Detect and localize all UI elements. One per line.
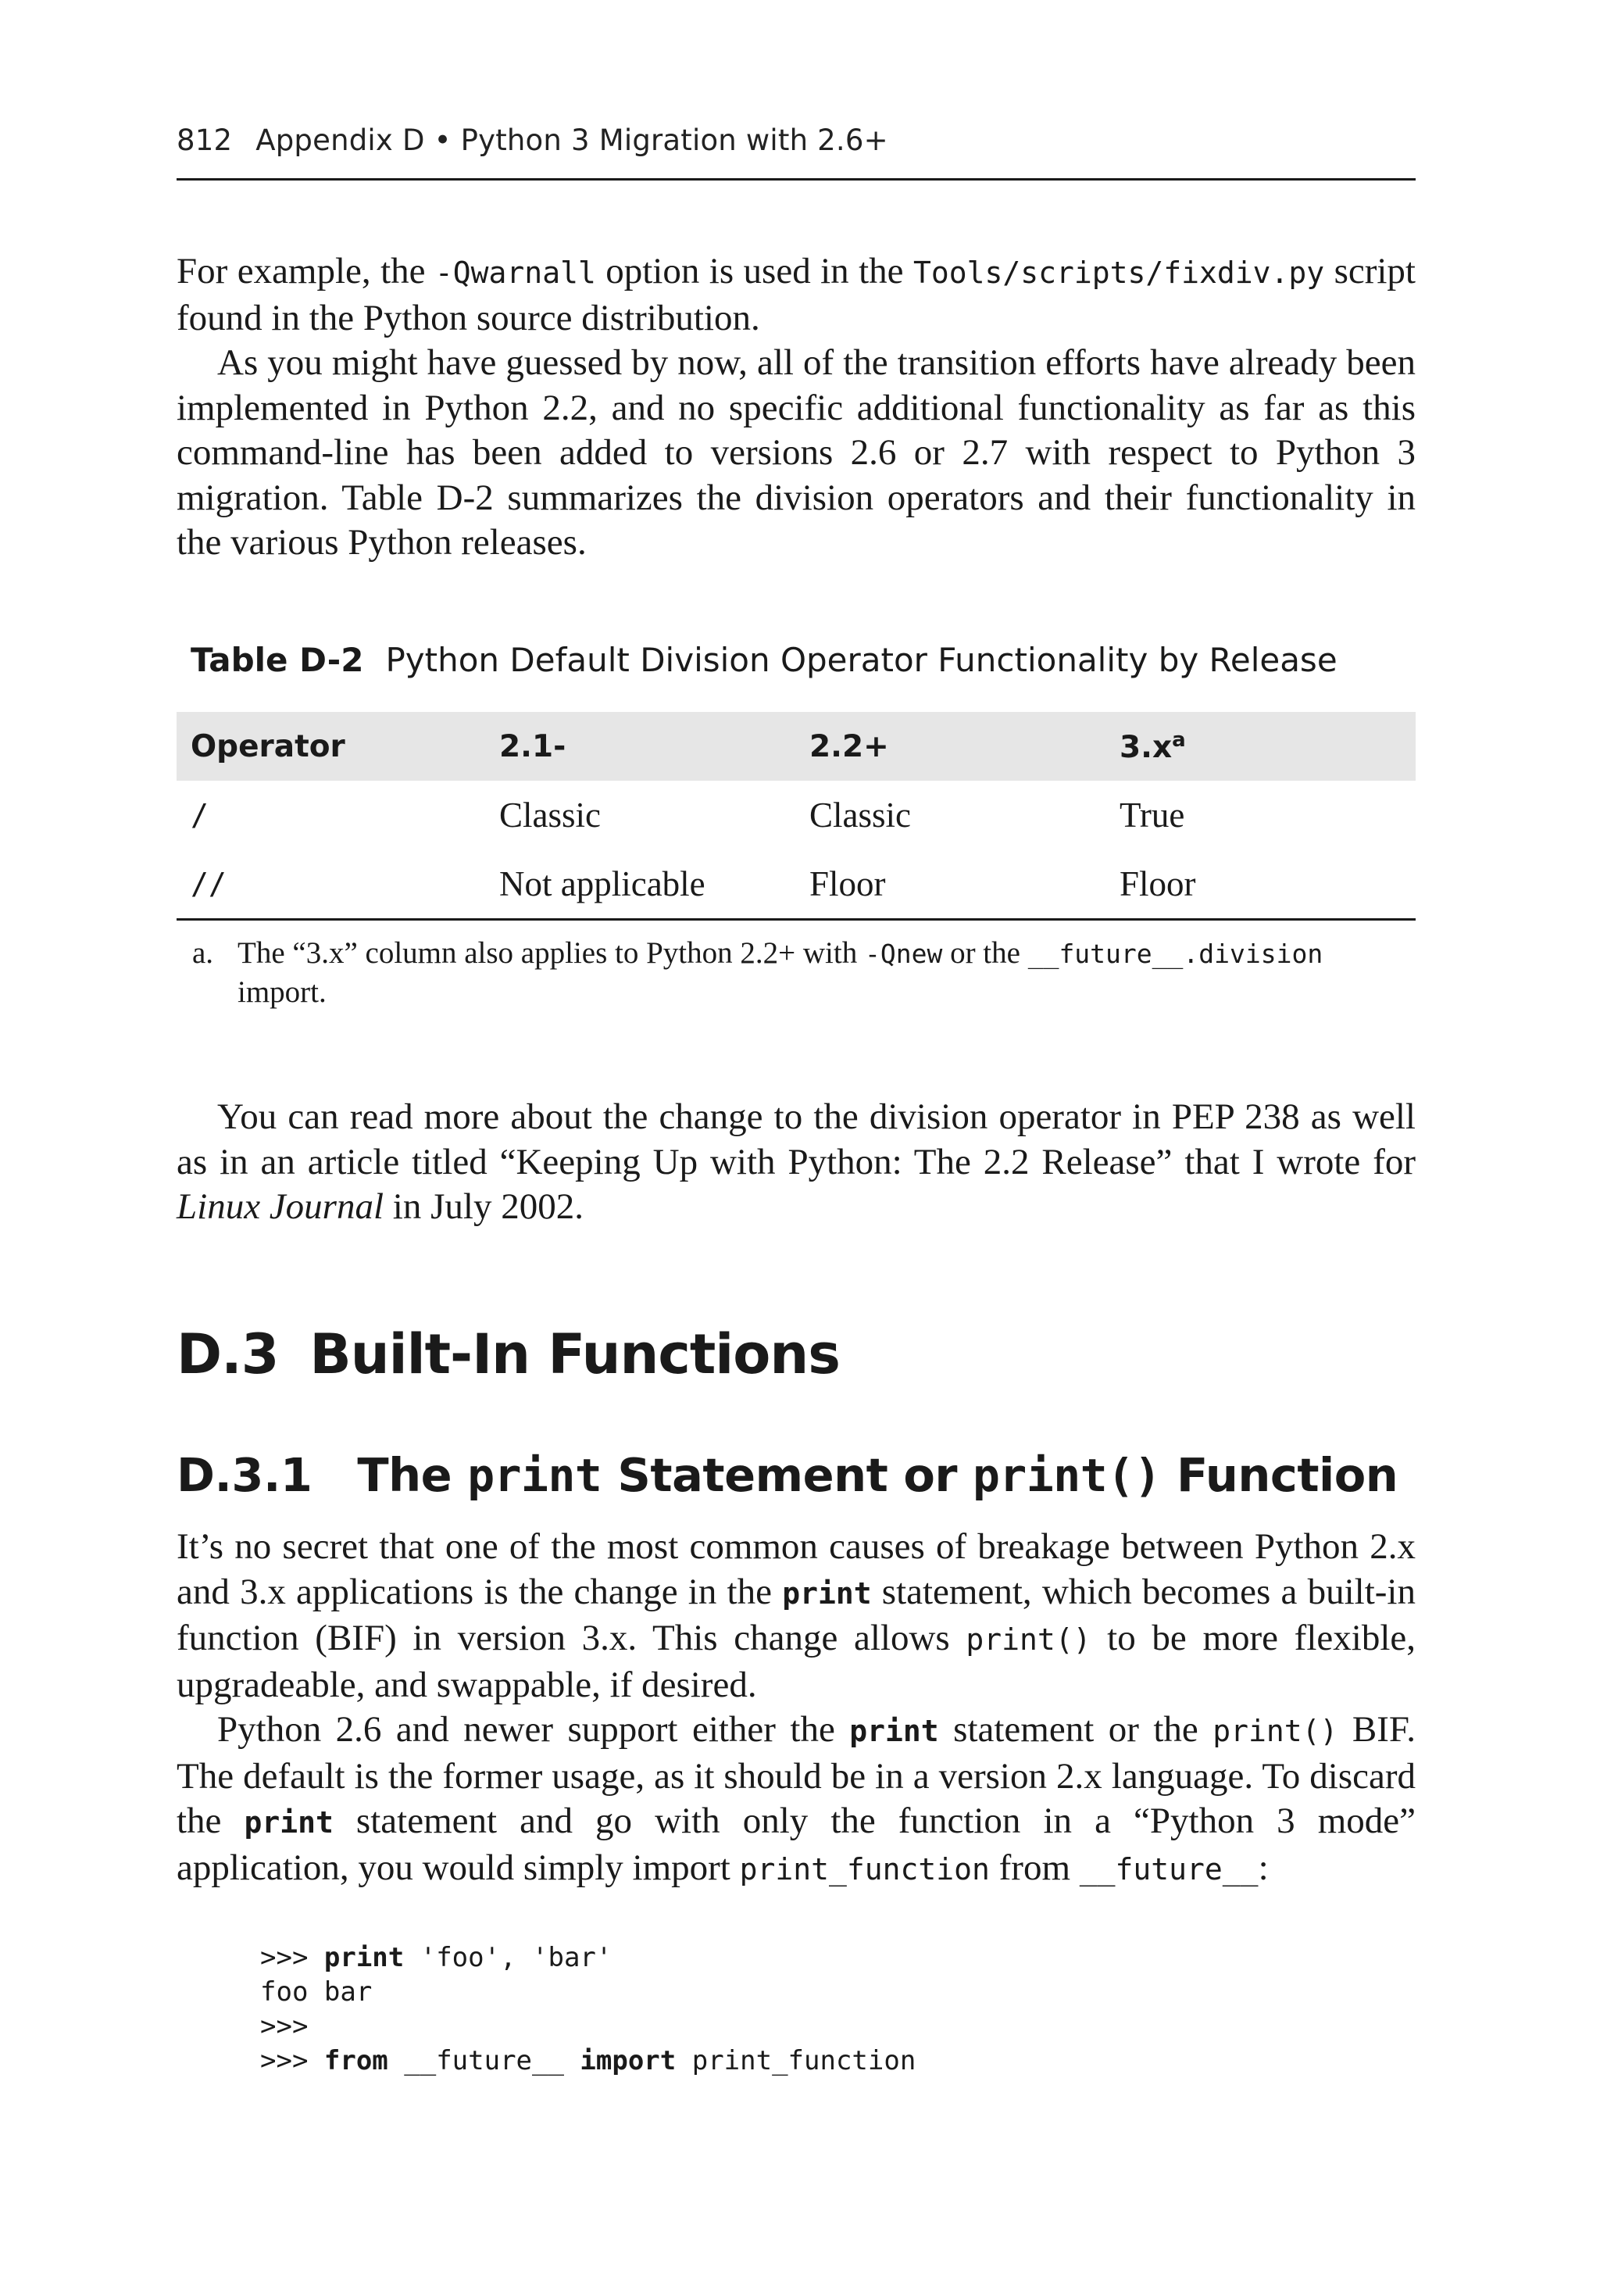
inline-code: print: [244, 1805, 334, 1840]
print-paragraph-2: [177, 1708, 1416, 1892]
code-sample: [260, 1940, 916, 2078]
text-run: in July 2002.: [384, 1186, 584, 1227]
section-number: D.3: [177, 1322, 279, 1386]
table-caption: [191, 641, 1338, 679]
table-cell: True: [1120, 796, 1185, 835]
table-header-row: [177, 712, 1416, 781]
text-run: statement or the: [938, 1709, 1213, 1750]
text-run: The “3.x” column also applies to Python 2.2+ with: [238, 936, 865, 970]
text-run: statement, which becomes a built-in function (BIF) in version 3.x. This change allows: [177, 1571, 1416, 1658]
code-prompt: >>>: [260, 2045, 324, 2076]
section-title: Built-In Functions: [309, 1322, 840, 1386]
text-run: BIF. The default is the former usage, as it should be in a version 2.x language. To discard the: [177, 1709, 1416, 1841]
text-run: The: [357, 1448, 468, 1502]
print-section-text: [177, 1525, 1416, 1892]
intro-paragraph-2: As you might have guessed by now, all of the transition efforts have already been implemented in Python 2.2, and no specific additional functionality as far as this command-line has been added to versions 2.6 or 2.7 with respect to Python 3 migration. Table D-2 summarizes the division operators and their functionality in the various Python releases.: [177, 342, 1416, 563]
text-run: Statement or: [602, 1448, 973, 1502]
code-keyword: from: [323, 2045, 388, 2076]
table-cell: Not applicable: [485, 849, 795, 920]
inline-code: print(): [973, 1449, 1161, 1502]
intro-paragraph-1: [177, 249, 1416, 341]
subsection-heading: [177, 1448, 1398, 1502]
pep-paragraph: [177, 1095, 1416, 1230]
text-run: import.: [238, 975, 327, 1009]
inline-code: -Qnew: [864, 939, 943, 969]
code-text: print_function: [676, 2045, 916, 2076]
table-cell: Floor: [1105, 849, 1416, 920]
table-cell: Classic: [499, 796, 601, 835]
after-table-text: [177, 1095, 1416, 1230]
table-header-cell: 2.1-: [485, 712, 795, 781]
table-header-cell: [1105, 712, 1416, 781]
text-run: It’s no secret that one of the most common causes of breakage between Python 2.x and 3.x applications is the change in the: [177, 1526, 1416, 1612]
inline-code: print(): [966, 1622, 1091, 1657]
header-rule: [177, 178, 1416, 181]
inline-code: print: [849, 1714, 939, 1748]
inline-code: print: [782, 1575, 872, 1611]
division-operator-table: [177, 712, 1416, 921]
code-line: [260, 2045, 916, 2076]
text-run: script found in the Python source distribution.: [177, 251, 1416, 338]
code-line: >>>: [260, 2011, 309, 2042]
inline-code: -Qwarnall: [434, 256, 596, 290]
text-run: Function: [1160, 1448, 1398, 1502]
subsection-number: D.3.1: [177, 1448, 312, 1502]
table-cell: /: [191, 798, 209, 832]
table-footnote: [192, 934, 1411, 1011]
text-run: option is used in the: [595, 251, 913, 291]
inline-code: Tools/scripts/fixdiv.py: [912, 256, 1325, 290]
footnote-marker: a: [1172, 728, 1186, 752]
emphasis: Linux Journal: [177, 1186, 384, 1227]
table-row: [177, 781, 1416, 849]
code-prompt: >>>: [260, 1942, 324, 1973]
footnote-marker: a.: [192, 936, 214, 970]
page-number: 812: [177, 123, 233, 157]
section-heading: [177, 1322, 840, 1386]
code-line: foo bar: [260, 1976, 373, 2008]
text-run: to be more flexible, upgradeable, and swappable, if desired.: [177, 1618, 1416, 1705]
text-run: or the: [942, 936, 1028, 970]
code-line: [260, 1942, 612, 1973]
running-header: [177, 123, 888, 157]
inline-code: __future__: [1079, 1851, 1259, 1887]
text-run: You can read more about the change to the division operator in PEP 238 as well as in an article titled “Keeping Up with Python: The 2.2 Release” that I wrote for: [177, 1096, 1416, 1182]
table-header-cell: Operator: [177, 712, 485, 781]
code-keyword: print: [323, 1942, 405, 1973]
table-caption-label: Table D-2: [191, 641, 364, 679]
code-keyword: import: [580, 2045, 677, 2076]
code-text: 'foo', 'bar': [404, 1942, 612, 1973]
intro-text: [177, 249, 1416, 566]
table-header-cell: 2.2+: [795, 712, 1105, 781]
code-text: __future__: [388, 2045, 580, 2076]
table-cell: Classic: [809, 796, 911, 835]
text-run: :: [1258, 1847, 1269, 1888]
footnote-text: [238, 934, 1411, 1011]
print-paragraph-1: [177, 1525, 1416, 1708]
text-run: For example, the: [177, 251, 435, 291]
header-text: 3.x: [1120, 729, 1173, 765]
inline-code: print_function: [739, 1851, 990, 1887]
inline-code: print(): [1212, 1714, 1338, 1748]
table-cell: //: [177, 849, 485, 920]
running-title: Appendix D • Python 3 Migration with 2.6+: [255, 123, 888, 157]
table-row: [177, 849, 1416, 920]
inline-code: __future__.division: [1027, 939, 1323, 969]
table-cell: Floor: [795, 849, 1105, 920]
table-caption-text: Python Default Division Operator Functionality by Release: [385, 641, 1338, 679]
inline-code: print: [467, 1449, 602, 1502]
text-run: statement and go with only the function in a “Python 3 mode” application, you would simply import: [177, 1801, 1416, 1888]
text-run: from: [989, 1847, 1080, 1888]
text-run: Python 2.6 and newer support either the: [217, 1709, 850, 1750]
